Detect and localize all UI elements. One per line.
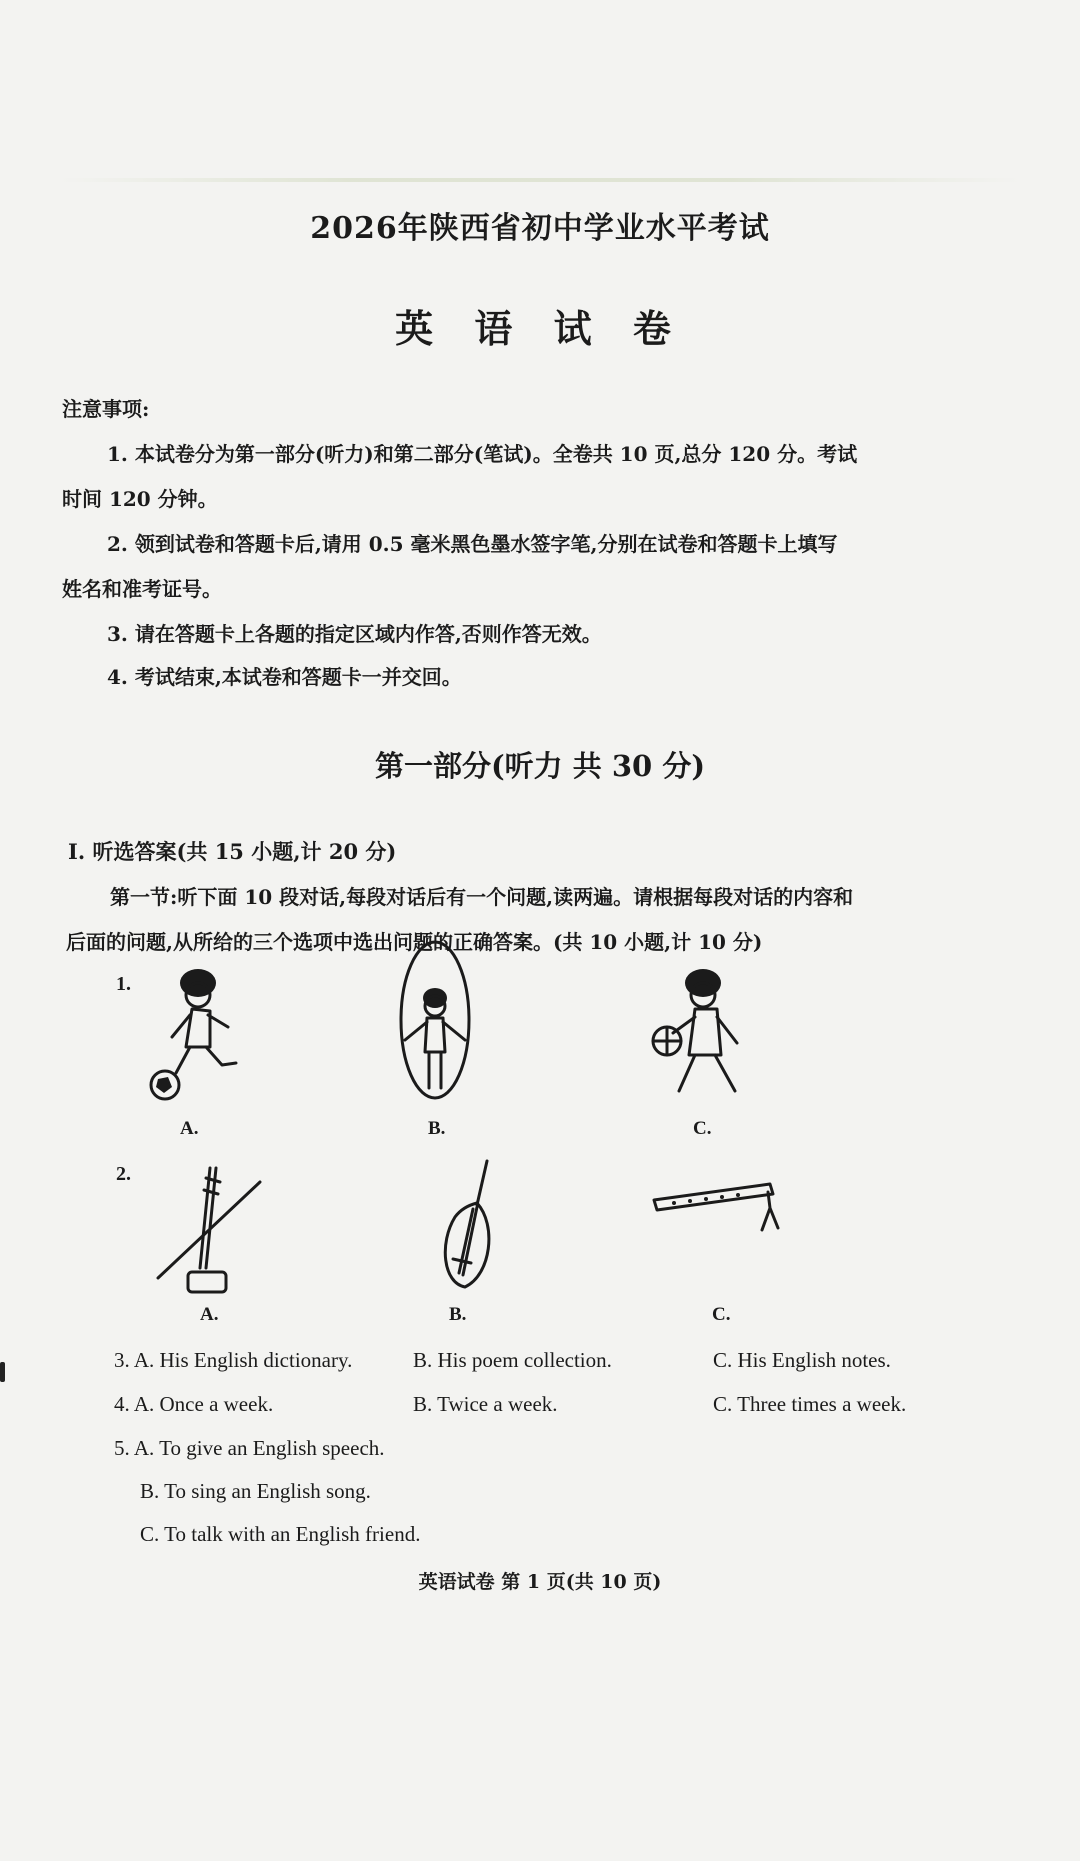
girl-skipping-rope-icon [395, 940, 475, 1100]
boy-kicking-football-icon [140, 965, 250, 1105]
q2-number: 2. [116, 1163, 131, 1185]
notice-item-2-line-2: 姓名和准考证号。 [62, 577, 222, 601]
q1-option-a: A. [180, 1118, 199, 1139]
instruction-line-1: 第一节:听下面 10 段对话,每段对话后有一个问题,读两遍。请根据每段对话的内容和 [110, 885, 854, 909]
q5-option-b: B. To sing an English song. [140, 1479, 371, 1503]
erhu-icon [150, 1160, 270, 1300]
exam-title: 2026年陕西省初中学业水平考试 [310, 211, 770, 246]
q4-option-a: 4. A. Once a week. [114, 1392, 274, 1416]
q1-option-b: B. [428, 1118, 446, 1139]
section-heading: Ⅰ. 听选答案(共 15 小题,计 20 分) [68, 839, 397, 864]
q4-option-b: B. Twice a week. [413, 1392, 558, 1416]
q3-option-a: 3. A. His English dictionary. [114, 1348, 353, 1372]
subject-title: 英 语 试 卷 [395, 306, 685, 351]
q1-option-c: C. [693, 1118, 712, 1139]
q5-option-c: C. To talk with an English friend. [140, 1522, 421, 1546]
notice-item-2-line-1: 2. 领到试卷和答题卡后,请用 0.5 毫米黑色墨水签字笔,分别在试卷和答题卡上填写 [107, 532, 838, 556]
q1-number: 1. [116, 973, 131, 995]
part1-heading: 第一部分(听力 共 30 分) [374, 749, 706, 783]
notice-item-3: 3. 请在答题卡上各题的指定区域内作答,否则作答无效。 [107, 622, 602, 646]
q2-option-c: C. [712, 1304, 731, 1325]
boy-basketball-icon [645, 965, 755, 1105]
top-edge-line [60, 178, 1020, 182]
left-edge-mark [0, 1362, 5, 1382]
q4-option-c: C. Three times a week. [713, 1392, 907, 1416]
q3-option-b: B. His poem collection. [413, 1348, 612, 1372]
instruction-line-2: 后面的问题,从所给的三个选项中选出问题的正确答案。(共 10 小题,计 10 分) [66, 930, 763, 954]
notice-item-1-line-2: 时间 120 分钟。 [62, 487, 218, 511]
pipa-icon [425, 1155, 505, 1295]
q3-option-c: C. His English notes. [713, 1348, 891, 1372]
q2-option-a: A. [200, 1304, 219, 1325]
bamboo-flute-icon [650, 1178, 790, 1258]
page-footer: 英语试卷 第 1 页(共 10 页) [418, 1571, 662, 1593]
notice-heading: 注意事项: [62, 397, 150, 421]
notice-item-1-line-1: 1. 本试卷分为第一部分(听力)和第二部分(笔试)。全卷共 10 页,总分 120 分。考试 [107, 442, 858, 466]
q2-option-b: B. [449, 1304, 467, 1325]
notice-item-4: 4. 考试结束,本试卷和答题卡一并交回。 [107, 665, 462, 689]
q5-option-a: 5. A. To give an English speech. [114, 1436, 385, 1460]
